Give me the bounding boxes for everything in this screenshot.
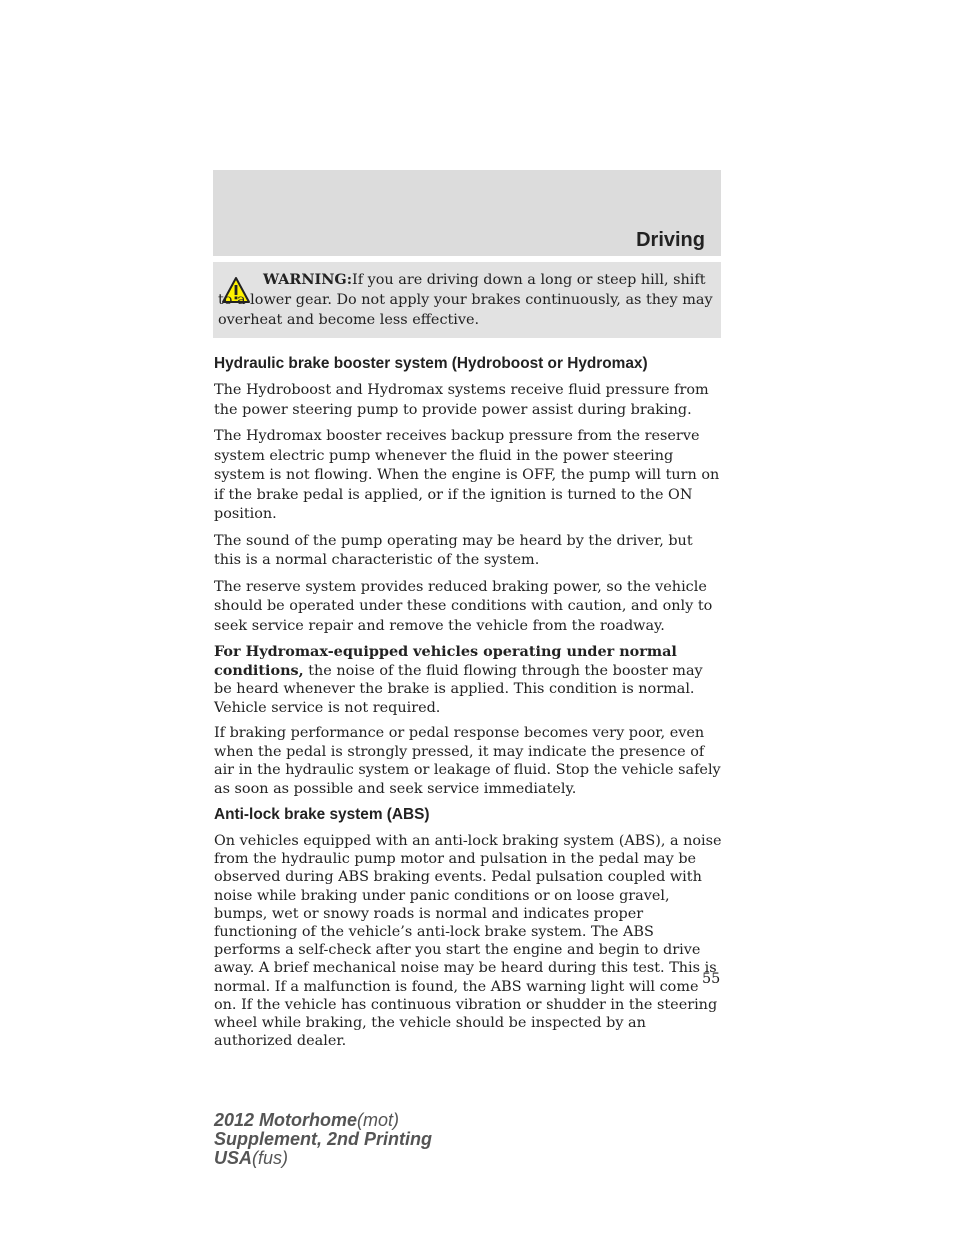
warning-label: WARNING: [263,271,353,288]
footer-line [214,1111,432,1130]
footer-line [214,1149,432,1168]
section-header [213,170,721,256]
footer-model-code: (mot) [357,1110,400,1130]
heading-hydraulic-brake-booster: Hydraulic brake booster system (Hydroboost or Hydromax) [214,355,648,372]
warning-body: If you are driving down a long or steep hill, shift to a lower gear. Do not apply your brakes continuously, as they may overheat and become less effective. [218,272,713,328]
paragraph: The sound of the pump operating may be heard by the driver, but this is a normal characteristic of the system. [214,532,693,568]
main-content [214,348,722,1057]
footer-edition: Supplement, 2nd Printing [214,1129,433,1149]
footer-model: 2012 Motorhome [214,1110,358,1130]
paragraph: If braking performance or pedal response becomes very poor, even when the pedal is strongly pressed, it may indicate the presence of air in the hydraulic system or leakage of fluid. Stop the vehicle safely as soon as possible and seek service immediately. [214,725,721,797]
warning-box [213,262,721,338]
footer-market-code: (fus) [252,1148,289,1168]
paragraph: The Hydromax booster receives backup pressure from the reserve system electric pump whenever the fluid in the power steering system is not flowing. When the engine is OFF, the pump will turn on if the brake pedal is applied, or if the ignition is turned to the ON position. [214,428,720,522]
heading-abs: Anti-lock brake system (ABS) [214,806,430,823]
footer-market: USA [214,1148,253,1168]
page-number: 55 [702,971,721,987]
paragraph: On vehicles equipped with an anti-lock braking system (ABS), a noise from the hydraulic pump motor and pulsation in the pedal may be observed during ABS braking events. Pedal pulsation coupled with noise while braking under panic conditions or on loose gravel, bumps, wet or snowy roads is normal and indicates proper functioning of the vehicle’s anti-lock brake system. The ABS performs a self-check after you start the engine and begin to drive away. A brief mechanical noise may be heard during this test. This is normal. If a malfunction is found, the ABS warning light will come on. If the vehicle has continuous vibration or shudder in the steering wheel while braking, the vehicle should be inspected by an authorized dealer. [214,833,722,1050]
bold-lead: For Hydromax-equipped vehicles operating under normal conditions, [214,643,677,679]
paragraph: The reserve system provides reduced braking power, so the vehicle should be operated under these conditions with caution, and only to seek service repair and remove the vehicle from the roadway. [214,578,713,634]
warning-text [218,270,718,330]
paragraph: The Hydroboost and Hydromax systems receive fluid pressure from the power steering pump to provide power assist during braking. [214,382,709,418]
section-title: Driving [636,229,705,251]
footer-line [214,1130,432,1149]
lead-rest: the noise of the fluid flowing through the booster may be heard whenever the brake is applied. This condition is normal. Vehicle service is not required. [214,662,703,716]
paragraph-hydromax-normal [214,643,722,717]
footer [214,1111,432,1168]
